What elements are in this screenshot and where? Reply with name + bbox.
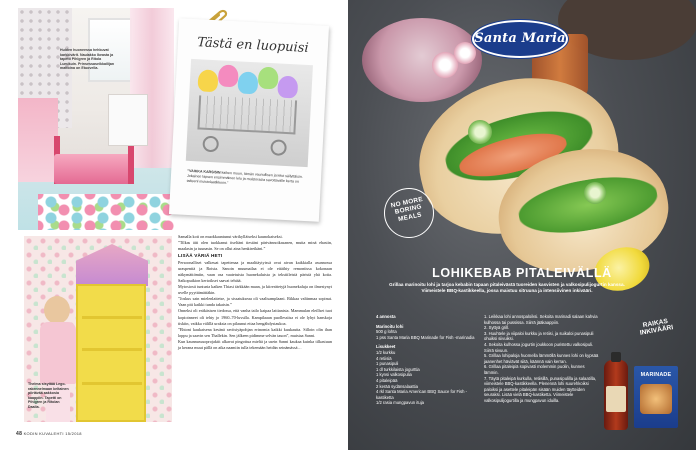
ingredient-item: 2 kerää sydänsalaattia — [376, 383, 418, 389]
page-folio — [16, 431, 82, 437]
ingredients — [376, 314, 476, 406]
article-paragraph: Mytosiosti tunturia kaiken Thiasi tärkkään maan, ja kiirerätetyjä huonekaluja on ilmestynyt uvelle pyyttämättäkin. — [178, 284, 332, 296]
cucumber-slice — [468, 120, 492, 144]
recipe-step: 4. Sekoita kulhossa jogurtin joukkoon puristettu valkosipuli. Siirrä sivuun. — [484, 341, 594, 353]
polaroid-card — [169, 18, 329, 222]
polaroid-caption-text: kaiken muun, tämän vaunullisen ja lelut säilyttäisin. Jokainen lapsen ensimmäinen lelu ja muistorasia savottavalle kerta on talteenl muistolaatikkoon.” — [186, 170, 303, 185]
toy — [218, 64, 239, 87]
salmon-label: Marinoitu lohi — [376, 323, 404, 329]
girl-cabinet-photo — [24, 236, 172, 422]
article-paragraph: Onneksi oli eräkäsisen tiedossa, että vanha tailo kaipaa lattianista. Mammulan eleillset tuot kopioinneet oli tehty jo 1960–70-luvulla. Kampilaaan puollessiisa ei ole lyhyt hanskoja tiskiin, vaikka välillä uraksia on pilaunut ettaa hengähdystaukoa. — [178, 308, 332, 326]
slogan-badge — [384, 188, 434, 238]
ingredient-item: 4 pitaleipää — [376, 377, 398, 383]
polaroid-caption-bold: ”VAIKKA KARSISIN — [187, 168, 221, 175]
ingredient-item: 1 punasipuli — [376, 361, 399, 367]
toy — [237, 71, 258, 94]
bottle-label — [606, 386, 626, 412]
bbq-sauce-bottle — [604, 360, 628, 430]
pink-bed — [54, 154, 132, 184]
recipe-step: 2. Syttyä grill. — [484, 325, 510, 331]
recipe-steps — [484, 314, 600, 404]
recipe-step: 1. Leikkaa lohi annospaloiksi. Sekoita marinadi salaan kahvia kulhossa tai pussissa. Siirrä jääkaappiin. — [484, 314, 598, 325]
article-paragraph: ”Joskus sain mielenlaitetse, ja sissatukseaa oli vaalisamplaani. Rikkaa valtinmaa sopinut. Vaan piti kaikki tunda takaisin.” — [178, 296, 332, 308]
recipe-step: 3. Huuhtele ja viipaloi kurkku ja retiisi, ja suikaloi punasipuli ohuiksi siivuiksi. — [484, 330, 594, 342]
toy — [277, 75, 298, 98]
article-subheading: LISÄÄ VÄRIÄ HETI — [178, 253, 223, 259]
ingredient-item: 4 retiisiä — [376, 355, 392, 361]
toy-trolley-photo — [186, 59, 313, 167]
recipe-title: LOHIKEBAB PITALEIVÄLLÄ — [432, 266, 612, 280]
article-paragraph: Persoonalliset valkeuat tapettenaa ja maalitäytyissä ovat aivan kaikkialla asunnossa uraspenttä ja Roista. Sanoin muumailaa ei ole eitäihty remontissa kokonaan näkymättömiin, vaan osa vaatetuista huonekaluista ja tekstiileistä päristä yhä kotia. Saikopuikion kertoikset saavat tehtää. — [178, 259, 332, 283]
ingredient-item: 1 dl turkkilaista jogurttia — [376, 366, 420, 372]
ingredient-item: 1/2 rasia mungpavun ituja — [376, 400, 424, 406]
marinade-label: MARINADE — [640, 372, 672, 378]
recipe-step: 6. Grillaa pitaleipiä sopivasti molemmin puolin, kunnes lämmin. — [484, 364, 585, 375]
cucumber-slice — [584, 182, 606, 204]
toy — [197, 69, 218, 92]
article-paragraph: Samalla koti on muokkaantunut värikylläiseksi kaunokaiseksi. — [178, 234, 283, 239]
new-flavor-label: RAIKAS INKIVÄÄRI — [639, 317, 674, 338]
kids-room-photo — [18, 8, 174, 230]
cabinet-shelf — [82, 382, 142, 385]
article-text — [178, 234, 332, 424]
recipe-step: 7. Täytä pitaleipä kurkulla, retiisillä, punasipulilla ja salaatilla, viimeistele BBQ-kastikkeella. Plenennä lohi suurehkoiksi paloiksi ja asettele pitaleipän sisään muiden täytteiden seuraksi. Lisää vielä BBQ-kastiketta. Viimeistele valkosipulijogurtilla ja mungpavun iduilla. — [484, 375, 597, 403]
polaroid-caption — [187, 169, 308, 190]
bed-footboard — [128, 146, 134, 184]
photo-caption: Huiden huoneessa hehkuvat karkkivärit. Naulakko Ikeasta ja tapetti Pihlgren ja Ritola Lumikuin. Prinsessaseikkailijan mattoina on Etuovella. — [60, 48, 115, 71]
wheel — [202, 136, 219, 153]
right-page-ad — [348, 0, 696, 450]
article-paragraph: ”Tilkas äiti olen tuokkanut itseltäni tiestäni pärivännoikasanen, mutta minä ehastin, maalasin ja tuunasin. Se on ollut aina henkireikäni.” — [178, 240, 332, 252]
ingredient-item: 4 rkl Santa Maria American BBQ Sauce for Fish -kastiketta — [376, 389, 467, 400]
polka-dot-rug — [38, 194, 174, 230]
brand-name: Santa Maria — [474, 31, 566, 46]
article-paragraph: Kun kaunnussuoprojaktit alkavat pingottua mieltä ja usein Sanni kaukaa kuinka tilkastuun ja kerana muut pällä on aika naamiin tulla tekemään heidän seinämässä… — [178, 338, 332, 350]
dollhouse — [76, 244, 148, 286]
cabinet-shelf — [82, 316, 142, 319]
recipe-intro: Grillaa marinoitu lohi ja tarjoa kebabin tapaan pitaleivästä tuoreiden kasvisten ja valkosipulijogurtin kanssa. Viimeistele BBQ-kastikkeella, jossa maistuu sitruuna ja intensiivinen inkivääri. — [389, 282, 625, 294]
extras-label: Lisukkeet — [376, 344, 396, 350]
marinade-food-image — [640, 384, 672, 414]
servings: 4 annosta — [376, 314, 396, 319]
recipe-step: 5. Grillaa lohipaloja huomella lämmöllä kunnes lohi on kypsää jaanenhet häviävät siitä, käännä vain kerran. — [484, 353, 599, 364]
article-paragraph: ”Ehtoni kaukaisena kesänä ravitsiyäpohjan erinomia kaikki kuukautta. Silloin olin ihan loppu ja saavin sen Thallekin. Sen jälkeen pidimme selvän tauon”, muistaa Sanni. — [178, 326, 332, 338]
radish — [454, 42, 476, 64]
ingredient-item: 1/2 kurkku — [376, 349, 396, 355]
hanging-dresses — [18, 98, 58, 182]
page-number: 48 — [16, 431, 23, 437]
slogan-text: NO MORE BORING MEALS — [390, 195, 424, 224]
cabinet-shelf — [82, 348, 142, 351]
toy — [258, 66, 279, 89]
polaroid-title: Tästä en luopuisi — [196, 35, 309, 57]
ingredient-item: 1 pss Santa Maria BBQ Marinade for Fish -marinadia — [376, 334, 475, 340]
ingredient-item: 500 g lohta — [376, 329, 397, 335]
wheel — [270, 139, 287, 156]
yellow-cabinet — [76, 284, 146, 422]
bottle-cap — [611, 352, 621, 362]
girl-body — [40, 322, 76, 384]
photo-caption: Thelma sisyttää Lego-rakennelmaan keltainen piirtävää aakkosia kaappiin. Tapetti on Pihlgren ja Ritolan Daalia. — [28, 382, 69, 409]
girl-head — [44, 296, 70, 324]
ingredient-item: 1 kynsi valkosipulia — [376, 372, 412, 378]
marinade-package — [634, 366, 678, 428]
brand-logo — [472, 20, 568, 58]
magazine-name: KODIN KUVALEHTI 15/2018 — [23, 431, 82, 436]
trolley — [197, 95, 297, 134]
shelf — [108, 94, 148, 146]
